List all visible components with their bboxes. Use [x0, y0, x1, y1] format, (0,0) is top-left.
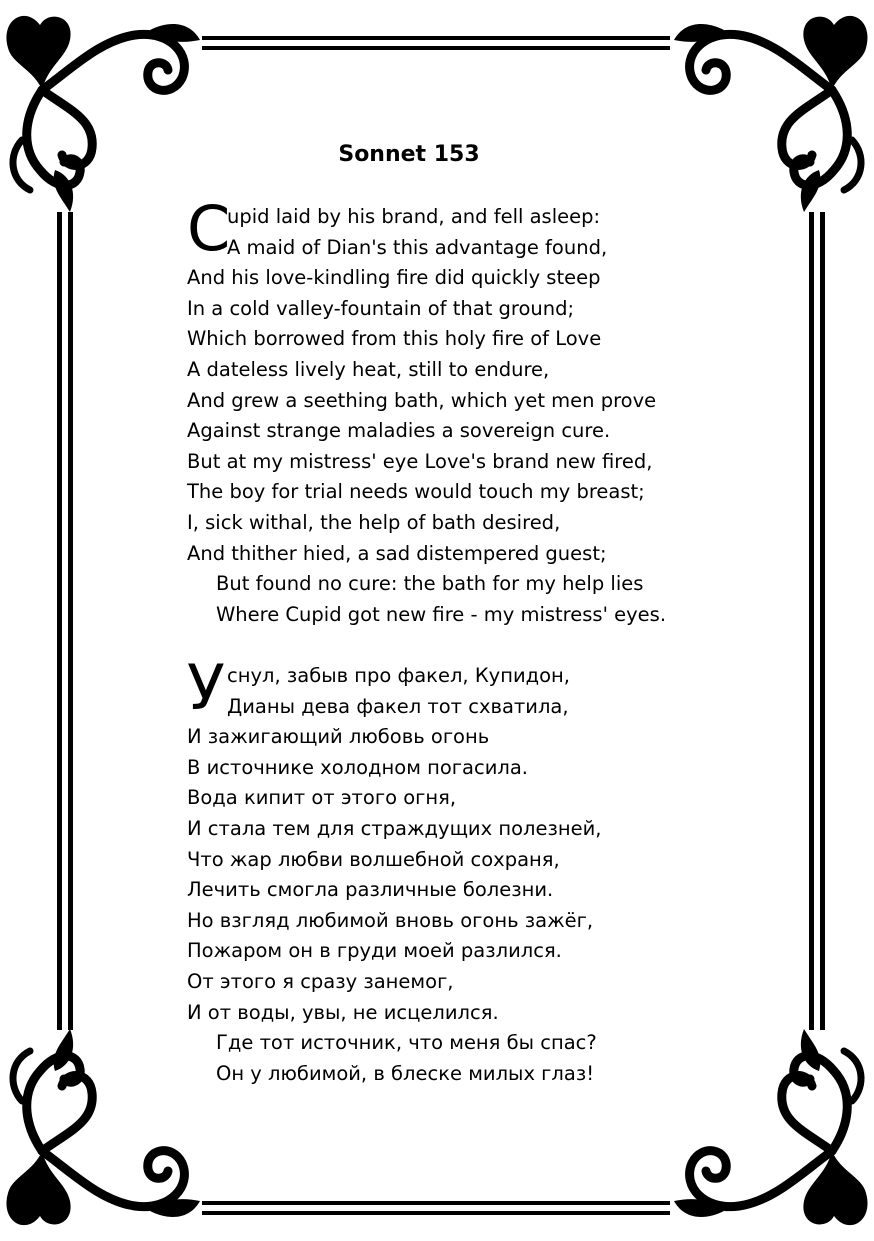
- poem-line: И зажигающий любовь огонь: [187, 725, 490, 749]
- poem-line: Где тот источник, что меня бы спас?: [216, 1031, 597, 1055]
- russian-sonnet: [187, 651, 602, 1089]
- poem-line: И от воды, увы, не исцелился.: [187, 1000, 499, 1024]
- poem-line: Что жар любви волшебной сохраня,: [187, 847, 560, 871]
- poem-line: Where Cupid got new fire - my mistress' eyes.: [216, 602, 667, 626]
- poem-line: Against strange maladies a sovereign cure.: [187, 419, 611, 443]
- poem-line: Дианы дева факел тот схватила,: [227, 694, 569, 718]
- corner-ornament-top-right: [674, 16, 868, 212]
- poem-line: And his love-kindling fire did quickly steep: [187, 266, 601, 290]
- poem-line: But at my mistress' eye Love's brand new fired,: [187, 449, 653, 473]
- left-rule: [57, 212, 73, 1030]
- drop-cap: C: [187, 192, 231, 265]
- poem-line: Which borrowed from this holy fire of Love: [187, 327, 602, 351]
- english-sonnet: [187, 192, 667, 630]
- right-rule: [809, 212, 825, 1030]
- poem-line: Пожаром он в груди моей разлился.: [187, 939, 562, 963]
- corner-ornament-bottom-left: [6, 1029, 200, 1225]
- top-rule: [202, 36, 670, 50]
- poem-line: And grew a seething bath, which yet men prove: [187, 388, 657, 412]
- page-title: Sonnet 153: [338, 142, 480, 167]
- corner-ornament-top-left: [6, 16, 200, 212]
- poem-line: Вода кипит от этого огня,: [187, 786, 457, 810]
- drop-cap: У: [187, 651, 225, 724]
- poem-line: Лечить смогла различные болезни.: [187, 878, 554, 902]
- poem-line: And thither hied, a sad distempered guest;: [187, 541, 607, 565]
- corner-ornament-bottom-right: [674, 1029, 868, 1225]
- poem-line: A dateless lively heat, still to endure,: [187, 357, 550, 381]
- poem-line: I, sick withal, the help of bath desired,: [187, 510, 561, 534]
- poem-line: Но взгляд любимой вновь огонь зажёг,: [187, 908, 594, 932]
- poem-line: But found no cure: the bath for my help lies: [216, 572, 644, 596]
- poem-line: В источнике холодном погасила.: [187, 755, 528, 779]
- poem-line: У снул, забыв про факел, Купидон,: [187, 651, 570, 724]
- poem-line: The boy for trial needs would touch my breast;: [187, 480, 645, 504]
- poem-line: C upid laid by his brand, and fell asleep:: [187, 192, 601, 265]
- bottom-rule: [202, 1201, 670, 1215]
- poem-line: От этого я сразу занемог,: [187, 969, 454, 993]
- poem-line: Он у любимой, в блеске милых глаз!: [216, 1061, 595, 1085]
- poem-line: In a cold valley-fountain of that ground;: [187, 296, 575, 320]
- poem-line: A maid of Dian's this advantage found,: [227, 235, 608, 259]
- poem-line: И стала тем для страждущих полезней,: [187, 816, 602, 840]
